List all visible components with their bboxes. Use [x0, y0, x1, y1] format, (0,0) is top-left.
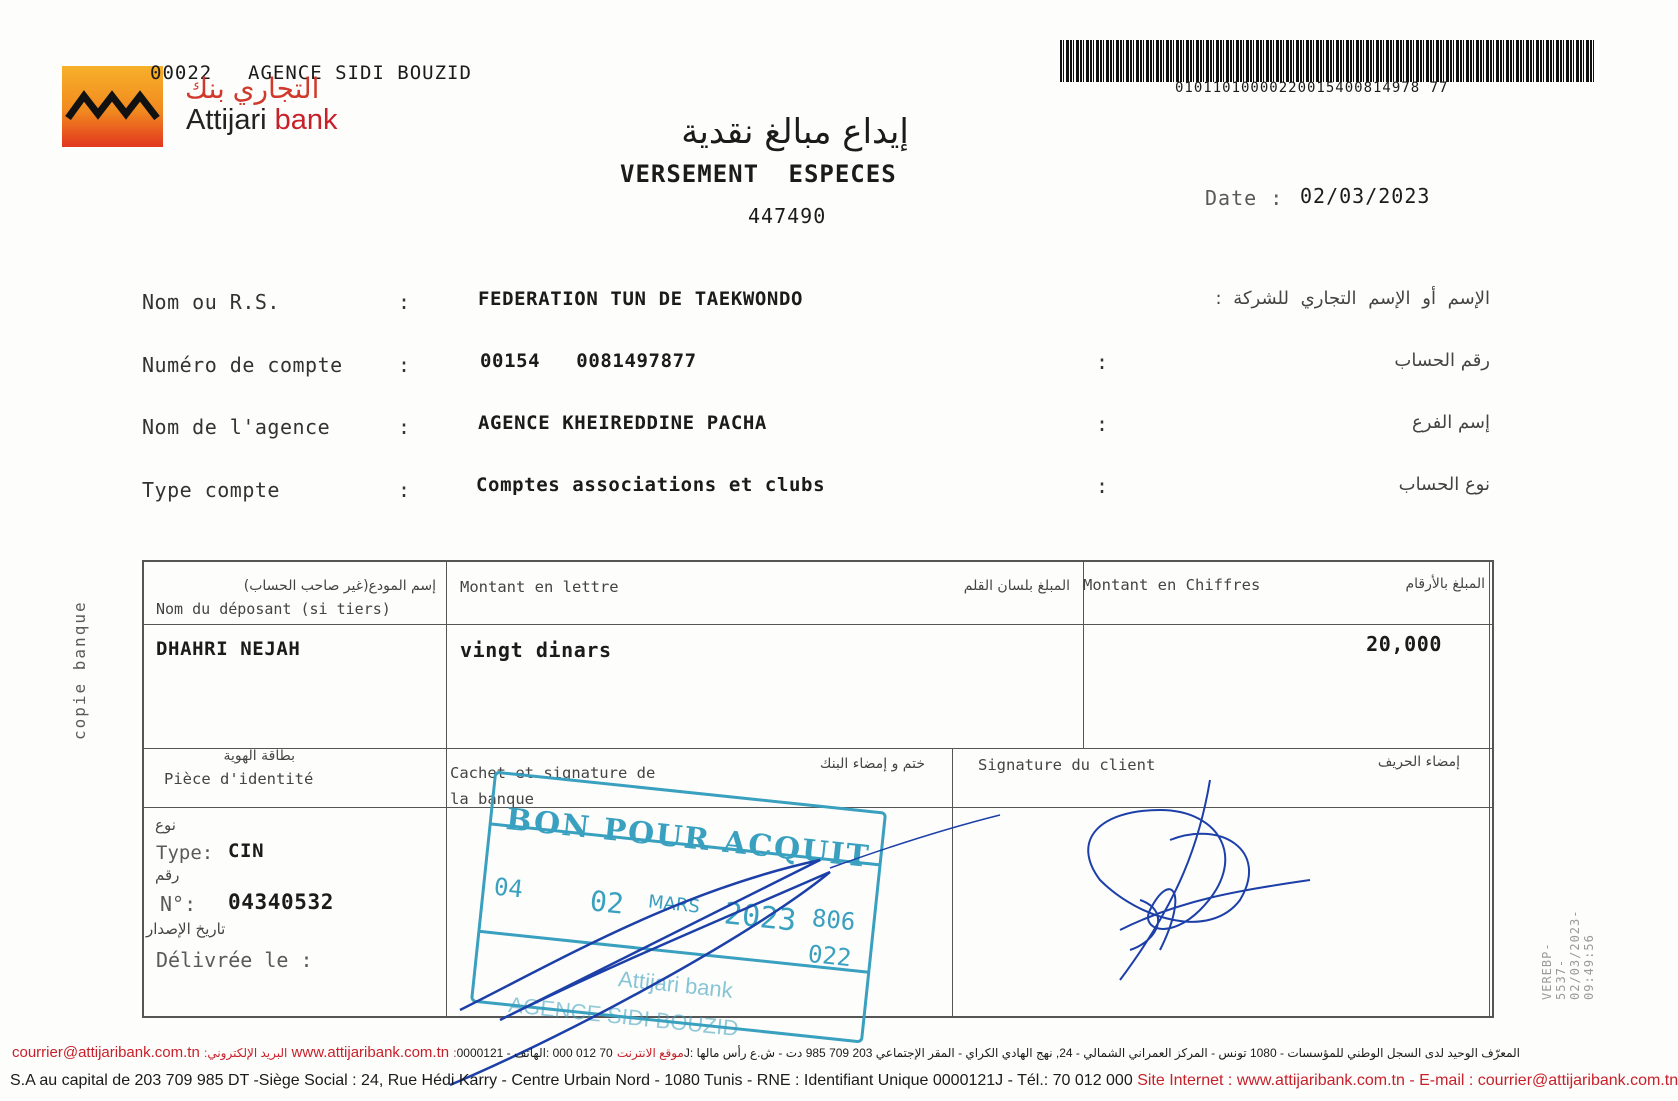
barcode	[1060, 40, 1595, 82]
bank-name-arabic: التجاري بنك	[185, 73, 320, 104]
bank-logo-icon	[62, 66, 163, 147]
stamp-right-top: 806	[810, 903, 857, 937]
depositor-label-ar: إسم المودع(غير صاحب الحساب)	[243, 578, 436, 594]
title-arabic: إيداع مبالغ نقدية	[681, 112, 909, 152]
client-signature-label-ar: إمضاء الحريف	[1377, 754, 1460, 770]
field-sep: :	[398, 415, 411, 439]
footer-site-label: Site Internet :	[1137, 1072, 1233, 1089]
field-sep: :	[398, 478, 411, 502]
field-label-agency: Nom de l'agence	[142, 415, 331, 439]
agency-name: AGENCE SIDI BOUZID	[248, 62, 472, 84]
id-label-ar: بطاقة الهوية	[223, 748, 295, 764]
reference-number: 447490	[748, 204, 827, 228]
stamp-month: MARS	[647, 891, 701, 918]
agency-code: 00022	[150, 62, 213, 84]
id-label: Pièce d'identité	[164, 770, 314, 788]
bank-brand: Attijari	[186, 104, 267, 136]
date-label: Date :	[1205, 186, 1284, 210]
field-label-type-ar: نوع الحساب	[1398, 474, 1490, 495]
field-label-type: Type compte	[142, 478, 280, 502]
amount-letters-label-ar: المبلغ بلسان القلم	[963, 578, 1070, 594]
amount-figures-label: Montant en Chiffres	[1083, 576, 1261, 594]
date-value: 02/03/2023	[1300, 184, 1431, 208]
client-signature-label: Signature du client	[978, 756, 1156, 774]
stamp-year: 2023	[722, 896, 798, 939]
amount-figures-label-ar: المبلغ بالأرقام	[1405, 576, 1485, 592]
type-label: Type:	[156, 842, 214, 864]
footer-site[interactable]: www.attijaribank.com.tn	[291, 1044, 450, 1061]
footer-email[interactable]: courrier@attijaribank.com.tn	[12, 1044, 200, 1061]
field-label-agency-ar: إسم الفرع	[1411, 412, 1490, 433]
side-code: VEREBP-5537-02/03/2023-09:49:56	[1540, 909, 1596, 1000]
field-value-account: 00154 0081497877	[480, 350, 697, 372]
field-label-account-ar: رقم الحساب	[1394, 350, 1490, 371]
num-label: N°:	[160, 892, 197, 916]
issued-label-ar: تاريخ الإصدار	[146, 920, 226, 938]
field-sep: :	[398, 290, 411, 314]
bank-name	[186, 104, 338, 137]
copy-label: copie banque	[70, 600, 89, 740]
num-value: 04340532	[228, 890, 334, 914]
depositor-name: DHAHRI NEJAH	[156, 638, 301, 660]
barcode-number: 01011010000220015400814978 77	[1175, 80, 1449, 96]
stamp-title: BON POUR ACQUIT	[504, 802, 872, 876]
footer-email-2[interactable]: courrier@attijaribank.com.tn	[1477, 1072, 1678, 1089]
field-value-type: Comptes associations et clubs	[476, 474, 826, 496]
footer-line-2	[10, 1072, 1678, 1090]
field-value-name: FEDERATION TUN DE TAEKWONDO	[478, 288, 804, 310]
field-sep-ar: :	[1096, 474, 1109, 498]
field-label-name-ar: الإسم أو الإسم التجاري للشركة :	[1215, 288, 1490, 309]
field-label-name: Nom ou R.S.	[142, 290, 280, 314]
bank-suffix: bank	[274, 104, 338, 136]
title-french: VERSEMENT ESPECES	[620, 160, 897, 188]
footer-site-2[interactable]: www.attijaribank.com.tn	[1236, 1072, 1405, 1089]
field-sep: :	[398, 353, 411, 377]
amount-letters: vingt dinars	[460, 638, 612, 662]
amount-figures: 20,000	[1366, 632, 1442, 656]
amount-letters-label: Montant en lettre	[460, 578, 619, 596]
field-sep-ar: :	[1096, 350, 1109, 374]
field-label-account: Numéro de compte	[142, 353, 343, 377]
footer-ar: 70 012 000 :الهاتف - 0000121J: المعرّف الوحيد لدى السجل الوطني للمؤسسات - 1080 تونس - المركز العمراني الشمالي - 24, نهج الهادي الكراي - المقر الإجتماعي 203 709 985 دت - ش.ع رأس مالها	[456, 1046, 1521, 1060]
type-label-ar: نوع	[155, 816, 176, 834]
footer-line-1	[12, 1044, 1598, 1061]
type-value: CIN	[228, 840, 265, 862]
footer-legal: S.A au capital de 203 709 985 DT -Siège Social : 24, Rue Hédi Karry - Centre Urbain Nord - 1080 Tunis - RNE : Identifiant Unique 0000121J - Tél.: 70 012 000	[10, 1072, 1133, 1089]
stamp-bank: Attijari bank	[617, 966, 734, 1003]
field-sep-ar: :	[1096, 412, 1109, 436]
footer-site-label-ar: :موقع الانترنت	[453, 1046, 684, 1060]
field-value-agency: AGENCE KHEIREDDINE PACHA	[478, 412, 767, 434]
depositor-label: Nom du déposant (si tiers)	[156, 600, 391, 618]
stamp-agency: AGENCE SIDI BOUZID	[507, 991, 740, 1042]
footer-email-label: - E-mail :	[1409, 1072, 1474, 1089]
issued-label: Délivrée le :	[156, 948, 313, 972]
bank-signature-label: Cachet et signature de la banque	[450, 764, 656, 808]
stamp-left-number: 04	[492, 872, 525, 904]
stamp-day: 02	[588, 884, 626, 921]
client-signature	[1060, 780, 1320, 990]
stamp-right-bottom: 022	[806, 939, 853, 973]
footer-email-label-ar: :البريد الإلكتروني	[203, 1046, 288, 1060]
num-label-ar: رقم	[155, 866, 180, 884]
bank-signature-label-ar: ختم و إمضاء البنك	[819, 756, 925, 772]
